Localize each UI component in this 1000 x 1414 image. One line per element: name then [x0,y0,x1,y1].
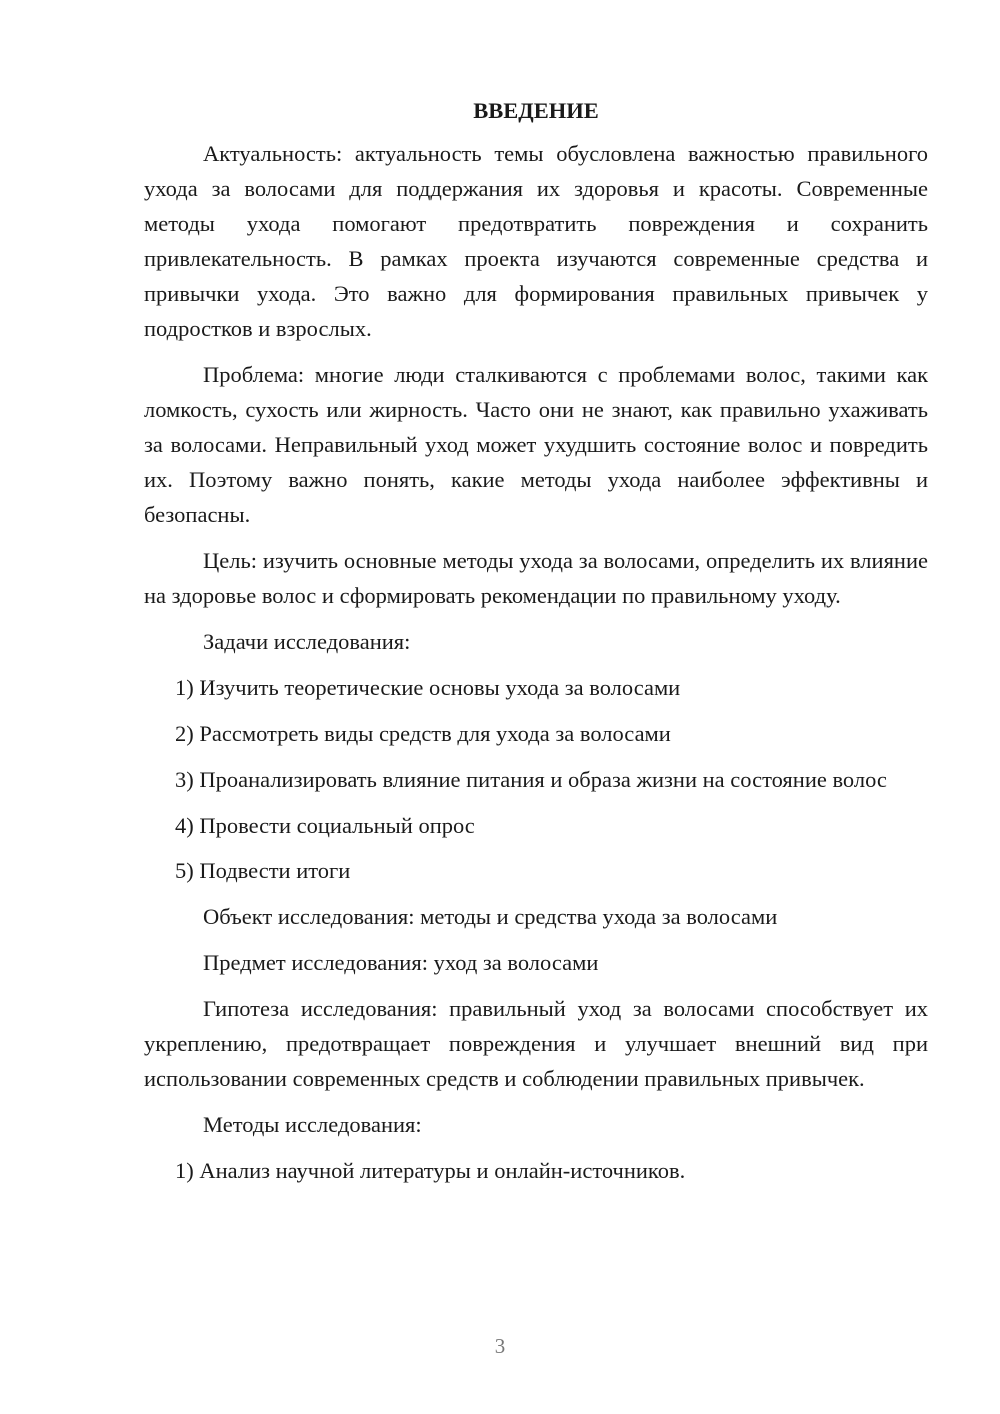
problem-paragraph: Проблема: многие люди сталкиваются с проблемами волос, такими как ломкость, сухость или жирность. Часто они не знают, как правильно ухаживать за волосами. Неправильный уход может ухудшить состояние волос и повредить их. Поэтому важно понять, какие методы ухода наиболее эффективны и безопасны. [144,362,928,527]
task-item-1: 1) Изучить теоретические основы ухода за волосами [175,675,681,700]
methods-heading: Методы исследования: [203,1112,422,1137]
method-item-1: 1) Анализ научной литературы и онлайн-источников. [175,1158,686,1183]
task-item-4: 4) Провести социальный опрос [175,813,475,838]
goal-paragraph: Цель: изучить основные методы ухода за волосами, определить их влияние на здоровье волос и сформировать рекомендации по правильному уходу. [144,548,928,608]
research-subject: Предмет исследования: уход за волосами [203,950,599,975]
tasks-heading: Задачи исследования: [203,629,411,654]
task-item-2: 2) Рассмотреть виды средств для ухода за волосами [175,721,671,746]
section-title: ВВЕДЕНИЕ [473,98,599,123]
page-number: 3 [494,1334,506,1358]
research-object: Объект исследования: методы и средства ухода за волосами [203,904,778,929]
document-page [144,96,928,1188]
task-item-5: 5) Подвести итоги [175,858,351,883]
research-hypothesis: Гипотеза исследования: правильный уход за волосами способствует их укреплению, предотвращает повреждения и улучшает внешний вид при использовании современных средств и соблюдении правильных привычек. [144,996,928,1091]
task-item-3: 3) Проанализировать влияние питания и образа жизни на состояние волос [175,767,887,792]
relevance-paragraph: Актуальность: актуальность темы обусловлена важностью правильного ухода за волосами для поддержания их здоровья и красоты. Современные методы ухода помогают предотвратить повреждения и сохранить привлекательность. В рамках проекта изучаются современные средства и привычки ухода. Это важно для формирования правильных привычек у подростков и взрослых. [144,141,928,341]
